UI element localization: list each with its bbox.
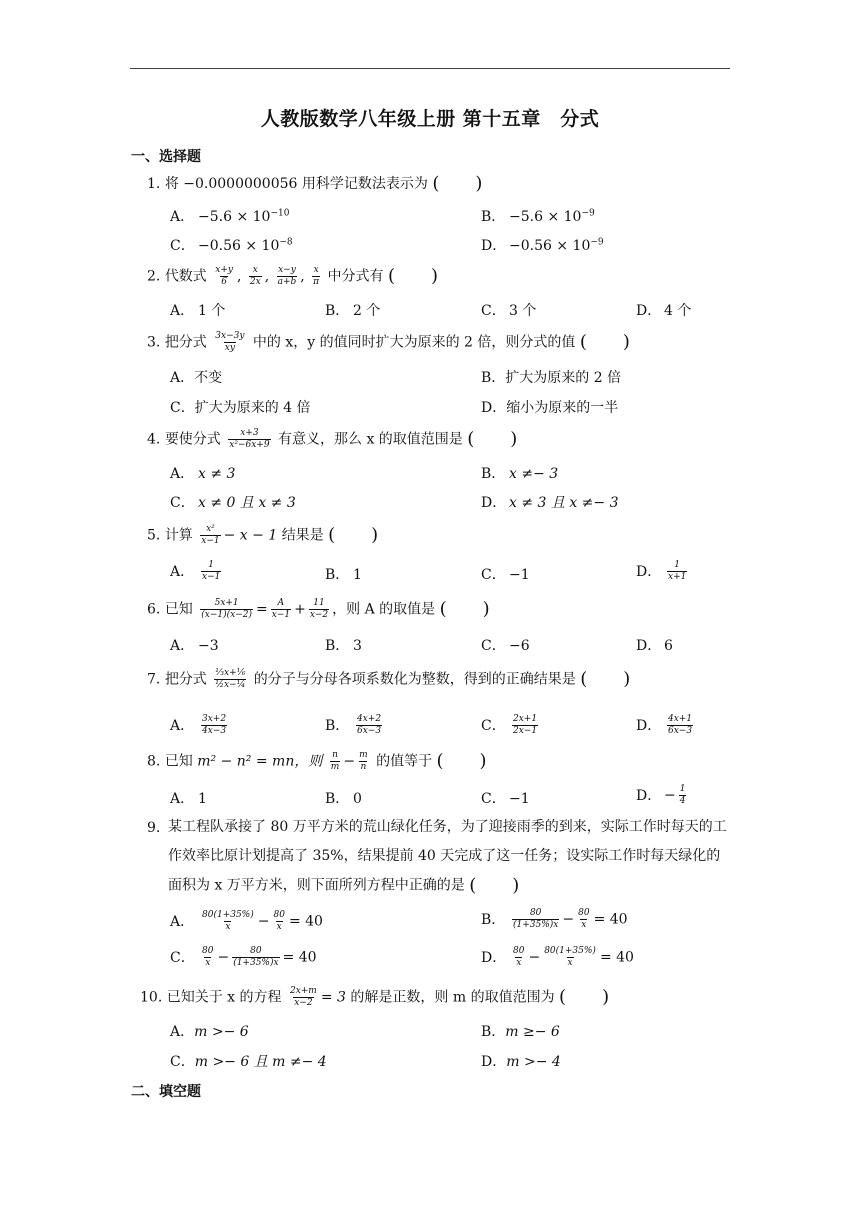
q9-option-b[interactable]: B． $\frac{80}{(1+35\%)x}$ − $\frac{80}{x}$ = 40 xyxy=(481,908,628,930)
q4-option-b[interactable]: B． x ≠− 3 xyxy=(481,466,559,482)
q2-option-d[interactable]: D． 4 个 xyxy=(636,303,692,319)
question-8: 8. 已知 m² − n² = mn，则 $\frac{n}{m}$ − $\frac{m}{n}$ 的值等于 ( ) xyxy=(147,750,487,772)
q8-option-c[interactable]: C． −1 xyxy=(481,791,530,807)
q10-option-b[interactable]: B．m ≥− 6 xyxy=(481,1024,560,1040)
q8-option-a[interactable]: A． 1 xyxy=(170,791,207,807)
q5-option-a[interactable]: A． $\frac{1}{x-1}$ xyxy=(170,560,221,582)
q9-option-a[interactable]: A． $\frac{80(1+35\%)}{x}$ − $\frac{80}{x}$ = 40 xyxy=(170,910,323,932)
q5-option-c[interactable]: C． −1 xyxy=(481,567,530,583)
q1-option-a[interactable]: A． $-5.6 \times 10^{-10}$ xyxy=(170,208,290,225)
q10-option-d[interactable]: D．m >− 4 xyxy=(481,1054,561,1070)
question-9-number: 9. xyxy=(147,820,161,836)
q2-option-b[interactable]: B． 2 个 xyxy=(325,303,381,319)
q10-option-c[interactable]: C．m >− 6 且 m ≠− 4 xyxy=(170,1054,327,1070)
question-10: 10. 已知关于 x 的方程 $\frac{2x+m}{x-2}$ = 3 的解是正数，则 m 的取值范围为 ( ) xyxy=(140,986,610,1008)
question-2: 2. 代数式 $\frac{x+y}{6}$ , $\frac{x}{2x}$ , $\frac{x-y}{a+b}$ , $\frac{x}{\pi}$ 中分式有 ( ) xyxy=(147,265,439,287)
q1-option-b[interactable]: B． $-5.6 \times 10^{-9}$ xyxy=(481,208,595,225)
q3-option-a[interactable]: A．不变 xyxy=(170,370,223,386)
section-heading-choice: 一、选择题 xyxy=(131,149,201,165)
q7-option-d[interactable]: D． $\frac{4x+1}{6x-3}$ xyxy=(636,714,693,736)
question-6: 6. 已知 $\frac{5x+1}{(x-1)(x-2)}$ = $\frac{A}{x-1}$ + $\frac{11}{x-2}$ ，则 A 的取值是 ( ) xyxy=(147,598,490,620)
q5-option-b[interactable]: B． 1 xyxy=(325,567,362,583)
q8-option-b[interactable]: B． 0 xyxy=(325,791,362,807)
q10-option-a[interactable]: A．m >− 6 xyxy=(170,1024,249,1040)
q7-option-a[interactable]: A． $\frac{3x+2}{4x-3}$ xyxy=(170,714,227,736)
q6-option-b[interactable]: B． 3 xyxy=(325,638,362,654)
question-3: 3. 把分式 $\frac{3x-3y}{xy}$ 中的 x，y 的值同时扩大为原来的 2 倍，则分式的值 ( ) xyxy=(147,331,630,353)
question-7: 7. 把分式 $\frac{\text{⅓x+⅙}}{\text{½x−¼}}$ 的分子与分母各项系数化为整数，得到的正确结果是 ( ) xyxy=(147,668,631,690)
q4-option-d[interactable]: D． x ≠ 3 且 x ≠− 3 xyxy=(481,495,619,511)
question-1: 1. 将 −0.0000000056 用科学记数法表示为 ( ) xyxy=(147,173,483,194)
question-9: 某工程队承接了 80 万平方米的荒山绿化任务，为了迎接雨季的到来，实际工作时每天的工作效率比原计划提高了 35%，结果提前 40 天完成了这一任务；设实际工作时每天绿化的面积为 x 万平方米，则下面所列方程中正确的是 ( ) xyxy=(168,819,727,896)
question-4: 4. 要使分式 $\frac{x+3}{\text{x²−6x+9}}$ 有意义，那么 x 的取值范围是 ( ) xyxy=(147,428,518,450)
section-heading-fill: 二、填空题 xyxy=(131,1084,201,1100)
q6-option-c[interactable]: C． −6 xyxy=(481,638,530,654)
q2-option-a[interactable]: A． 1 个 xyxy=(170,303,226,319)
q6-option-d[interactable]: D． 6 xyxy=(636,638,673,654)
page-title: 人教版数学八年级上册 第十五章 分式 xyxy=(260,108,600,130)
q4-option-a[interactable]: A． x ≠ 3 xyxy=(170,466,236,482)
q6-option-a[interactable]: A． −3 xyxy=(170,638,219,654)
q9-option-d[interactable]: D． $\frac{80}{x}$ − $\frac{80(1+35\%)}{x}$ = 40 xyxy=(481,946,634,968)
q2-option-c[interactable]: C． 3 个 xyxy=(481,303,537,319)
q9-option-c[interactable]: C． $\frac{80}{x}$ − $\frac{80}{(1+35\%)x}$ = 40 xyxy=(170,946,317,968)
q1-option-d[interactable]: D． $-0.56 \times 10^{-9}$ xyxy=(481,237,604,254)
q5-option-d[interactable]: D． $\frac{1}{x+1}$ xyxy=(636,560,687,582)
question-5: 5. 计算 $\frac{\text{x²}}{x-1}$ − x − 1 结果是 ( ) xyxy=(147,524,379,546)
header-rule xyxy=(130,68,730,69)
q3-option-b[interactable]: B．扩大为原来的 2 倍 xyxy=(481,370,622,386)
q3-option-c[interactable]: C．扩大为原来的 4 倍 xyxy=(170,400,311,416)
q3-option-d[interactable]: D．缩小为原来的一半 xyxy=(481,400,619,416)
q8-option-d[interactable]: D． − $\frac{1}{4}$ xyxy=(636,784,686,806)
q7-option-b[interactable]: B． $\frac{4x+2}{6x-3}$ xyxy=(325,714,382,736)
q4-option-c[interactable]: C． x ≠ 0 且 x ≠ 3 xyxy=(170,495,296,511)
q7-option-c[interactable]: C． $\frac{2x+1}{2x-1}$ xyxy=(481,714,538,736)
q1-option-c[interactable]: C． $-0.56 \times 10^{-8}$ xyxy=(170,237,293,254)
